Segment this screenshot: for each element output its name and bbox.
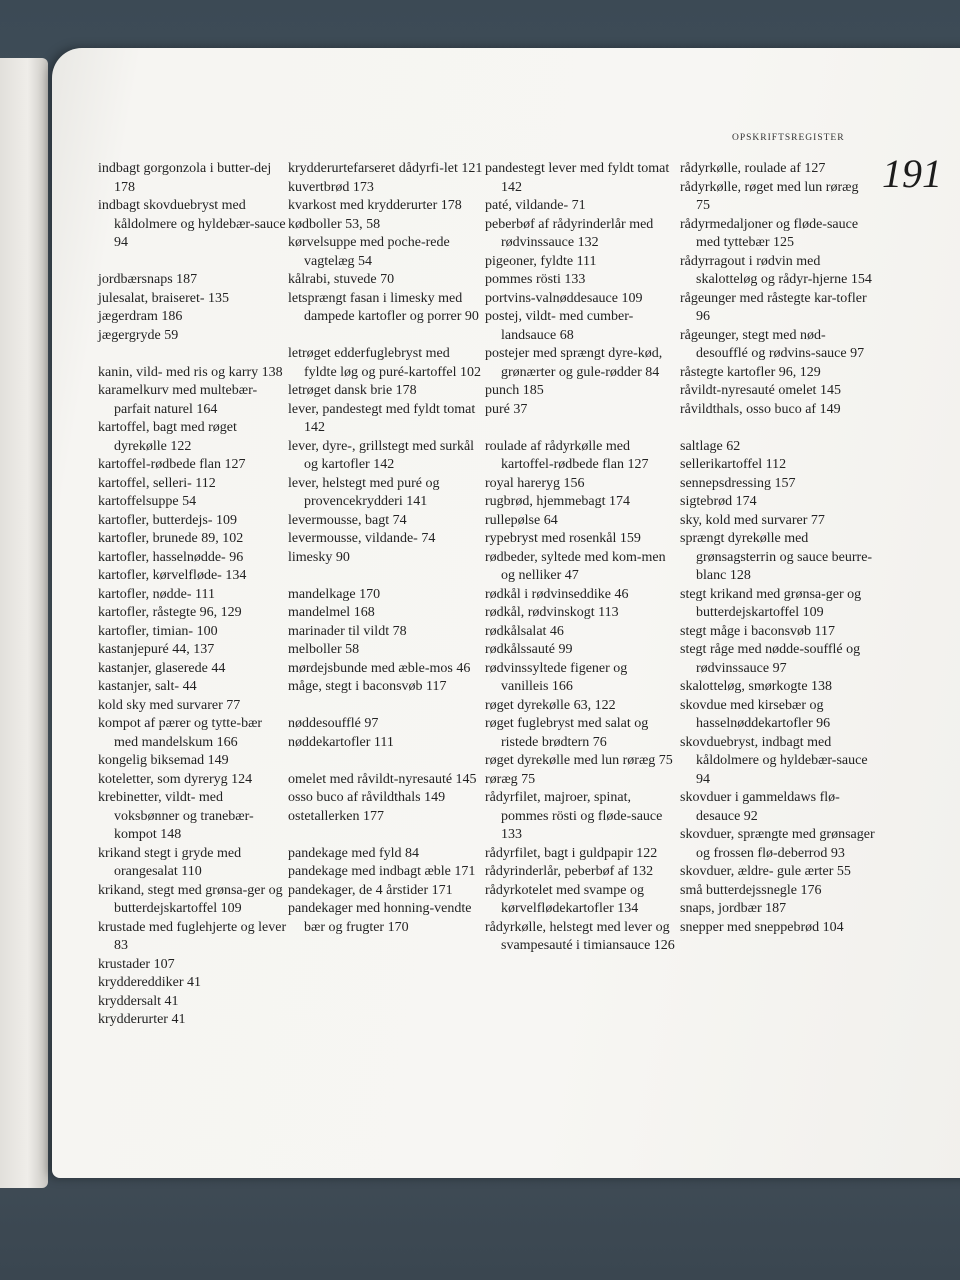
index-entry: rødbeder, syltede med kom-men og nelliker 47 [485,549,666,583]
index-entry: skovdue med kirsebær og hasselnøddekartofler 96 [680,697,831,731]
page-number: 191 [882,151,942,196]
index-entry: skovduebryst, indbagt med kåldolmere og hyldebær-sauce 94 [680,734,868,787]
index-entry: kryddereddiker 41 [98,975,202,990]
index-entry: stegt krikand med grønsa-ger og butterdejskartoffel 109 [680,586,862,620]
index-entry: rådyrmedaljoner og fløde-sauce med tyttebær 125 [680,216,859,250]
index-entry: jordbærsnaps 187 [98,272,198,287]
index-entry: skovduer i gammeldaws flø-desauce 92 [680,790,840,824]
index-entry: kartofler, kørvelfløde- 134 [98,568,247,583]
index-entry: pommes rösti 133 [485,272,586,287]
index-entry: råvildthals, osso buco af 149 [680,401,841,417]
index-entry: skovduer, sprængte med grønsager og frossen flø-deberrod 93 [680,827,875,861]
index-entry: rullepølse 64 [485,512,558,528]
index-entry: kartofler, brunede 89, 102 [98,531,244,546]
index-entry: kastanjer, salt- 44 [98,679,197,694]
index-entry: rådyrfilet, majroer, spinat, pommes rösti og fløde-sauce 133 [485,790,663,842]
index-entry: levermousse, vildande- 74 [288,531,436,546]
index-entry: rødkålsalat 46 [485,623,564,639]
index-entry: pandekager med honning-vendte bær og frugter 170 [288,901,472,935]
index-entry: kryddersalt 41 [98,993,179,1009]
index-entry: nøddesoufflé 97 [288,716,379,731]
index-entry: krydderurter 41 [98,1012,186,1027]
index-entry: sky, kold med survarer 77 [680,512,825,528]
index-entry: ostetallerken 177 [288,808,385,824]
index-entry: lever, dyre-, grillstegt med surkål og kartofler 142 [288,438,475,472]
index-entry: saltlage 62 [680,438,741,454]
index-entry: små butterdejssnegle 176 [680,882,822,898]
index-entry: portvins-valnøddesauce 109 [485,290,643,306]
index-entry: råvildt-nyresauté omelet 145 [680,383,841,398]
index-entry: letrøget dansk brie 178 [288,383,417,398]
index-entry: røget dyrekølle 63, 122 [485,697,616,713]
index-entry: punch 185 [485,383,544,398]
letter-group-gap [98,345,288,364]
index-entry: peberbøf af rådyrinderlår med rødvinssauce 132 [485,216,654,250]
index-entry: kålrabi, stuvede 70 [288,272,395,287]
index-entry: pandekage med fyld 84 [288,845,420,861]
index-entry: rypebryst med rosenkål 159 [485,531,641,546]
index-entry: kastanjepuré 44, 137 [98,642,215,657]
index-entry: rødvinssyltede figener og vanilleis 166 [485,660,628,694]
index-entry: krikand stegt i gryde med orangesalat 110 [98,845,242,879]
index-entry: kartoffel, bagt med røget dyrekølle 122 [98,420,237,454]
index-entry: sigtebrød 174 [680,494,757,509]
index-entry: letsprængt fasan i limesky med dampede kartofler og porrer 90 [288,290,479,324]
index-entry: rådyrkølle, røget med lun røræg 75 [680,179,859,213]
index-entry: røget fuglebryst med salat og ristede brødtern 76 [485,716,649,750]
index-entry: indbagt gorgonzola i butter-dej 178 [98,161,272,195]
index-entry: lever, pandestegt med fyldt tomat 142 [288,401,476,435]
index-entry: julesalat, braiseret- 135 [98,290,230,306]
index-entry: krydderurtefarseret dådyrfi-let 121 [288,161,483,176]
index-entry: kold sky med survarer 77 [98,697,241,713]
index-entry: postejer med sprængt dyre-kød, grønærter og gule-rødder 84 [485,346,663,380]
index-entry: limesky 90 [288,549,350,565]
index-entry: kanin, vild- med ris og karry 138 [98,364,283,380]
index-entry: kartofler, nødde- 111 [98,586,215,602]
index-entry: jægerdram 186 [98,309,183,324]
index-entry: mørdejsbunde med æble-mos 46 [288,660,471,676]
index-entry: pandekager, de 4 årstider 171 [288,882,453,898]
letter-group-gap [485,419,675,438]
index-entry: kongelig biksemad 149 [98,753,229,768]
index-column-1 [98,160,288,1030]
index-entry: skovduer, ældre- gule ærter 55 [680,864,851,879]
index-column-2 [288,160,483,937]
index-entry: indbagt skovduebryst med kåldolmere og hyldebær-sauce 94 [98,198,286,250]
index-entry: rådyrkølle, roulade af 127 [680,161,826,176]
index-column-3 [485,160,675,956]
index-entry: osso buco af råvildthals 149 [288,790,446,805]
index-entry: nøddekartofler 111 [288,734,394,750]
index-entry: snaps, jordbær 187 [680,901,787,916]
index-entry: kompot af pærer og tytte-bær med mandelskum 166 [98,716,263,750]
index-entry: stegt måge i baconsvøb 117 [680,623,836,639]
index-entry: råstegte kartofler 96, 129 [680,364,821,380]
letter-group-gap [680,419,875,438]
index-entry: postej, vildt- med cumber-landsauce 68 [485,309,634,343]
index-entry: kuvertbrød 173 [288,179,374,195]
index-entry: lever, helstegt med puré og provencekrydderi 141 [288,475,440,509]
index-entry: krebinetter, vildt- med voksbønner og tranebær-kompot 148 [98,790,254,842]
letter-group-gap [288,752,483,771]
index-entry: sellerikartoffel 112 [680,457,787,472]
index-entry: puré 37 [485,401,528,417]
index-entry: måge, stegt i baconsvøb 117 [288,679,447,694]
index-entry: mandelmel 168 [288,605,375,620]
facing-page-edge [0,58,48,1188]
letter-group-gap [288,567,483,586]
index-entry: kartofler, butterdejs- 109 [98,512,238,528]
index-entry: royal hareryg 156 [485,475,585,491]
index-entry: rådyrkotelet med svampe og kørvelflødekartofler 134 [485,882,645,916]
index-entry: kvarkost med krydderurter 178 [288,198,462,213]
index-entry: melboller 58 [288,642,360,657]
index-entry: rødkålssauté 99 [485,642,573,657]
index-entry: levermousse, bagt 74 [288,512,407,528]
index-entry: letrøget edderfuglebryst med fyldte løg og puré-kartoffel 102 [288,346,482,380]
index-entry: rågeunger, stegt med nød-desoufflé og rødvins-sauce 97 [680,327,865,361]
index-column-4 [680,160,875,937]
index-entry: rågeunger med råstegte kar-tofler 96 [680,290,867,324]
index-entry: kartofler, hasselnødde- 96 [98,549,244,565]
index-entry: omelet med råvildt-nyresauté 145 [288,771,477,787]
index-entry: kørvelsuppe med poche-rede vagtelæg 54 [288,235,450,269]
index-entry: sennepsdressing 157 [680,475,796,491]
index-entry: koteletter, som dyreryg 124 [98,771,253,787]
index-entry: rådyrfilet, bagt i guldpapir 122 [485,845,658,861]
index-entry: karamelkurv med multebær-parfait naturel 164 [98,383,258,417]
index-entry: kartofler, råstegte 96, 129 [98,605,242,620]
letter-group-gap [98,253,288,272]
index-entry: rødkål, rødvinskogt 113 [485,605,619,620]
index-entry: pandestegt lever med fyldt tomat 142 [485,161,670,195]
index-entry: kastanjer, glaserede 44 [98,660,226,676]
index-entry: rådyrkølle, helstegt med lever og svampesauté i timiansauce 126 [485,919,675,953]
index-entry: rugbrød, hjemmebagt 174 [485,494,631,509]
index-entry: roulade af rådyrkølle med kartoffel-rødbede flan 127 [485,438,649,472]
index-entry: kødboller 53, 58 [288,216,381,232]
index-entry: kartofler, timian- 100 [98,623,218,639]
index-entry: stegt råge med nødde-soufflé og rødvinssauce 97 [680,642,861,676]
index-entry: rådyrinderlår, peberbøf af 132 [485,864,654,879]
letter-group-gap [288,697,483,716]
index-entry: rådyrragout i rødvin med skalotteløg og rådyr-hjerne 154 [680,253,872,287]
index-entry: marinader til vildt 78 [288,623,407,639]
index-entry: kartoffel-rødbede flan 127 [98,457,246,472]
index-entry: paté, vildande- 71 [485,198,586,213]
letter-group-gap [288,826,483,845]
index-entry: mandelkage 170 [288,586,381,602]
index-entry: kartoffelsuppe 54 [98,494,197,509]
index-entry: pandekage med indbagt æble 171 [288,864,476,879]
index-entry: røræg 75 [485,771,536,787]
index-entry: kartoffel, selleri- 112 [98,475,216,491]
index-entry: krikand, stegt med grønsa-ger og butterdejskartoffel 109 [98,882,283,916]
index-entry: jægergryde 59 [98,327,179,343]
index-entry: pigeoner, fyldte 111 [485,253,597,269]
index-entry: røget dyrekølle med lun røræg 75 [485,753,673,768]
index-entry: krustade med fuglehjerte og lever 83 [98,919,287,953]
index-entry: sprængt dyrekølle med grønsagsterrin og sauce beurre-blanc 128 [680,531,873,583]
index-entry: skalotteløg, smørkogte 138 [680,679,833,694]
letter-group-gap [288,327,483,346]
index-entry: krustader 107 [98,956,175,972]
running-head: OPSKRIFTSREGISTER [732,133,845,143]
index-entry: rødkål i rødvinseddike 46 [485,586,629,602]
index-entry: snepper med sneppebrød 104 [680,919,844,935]
